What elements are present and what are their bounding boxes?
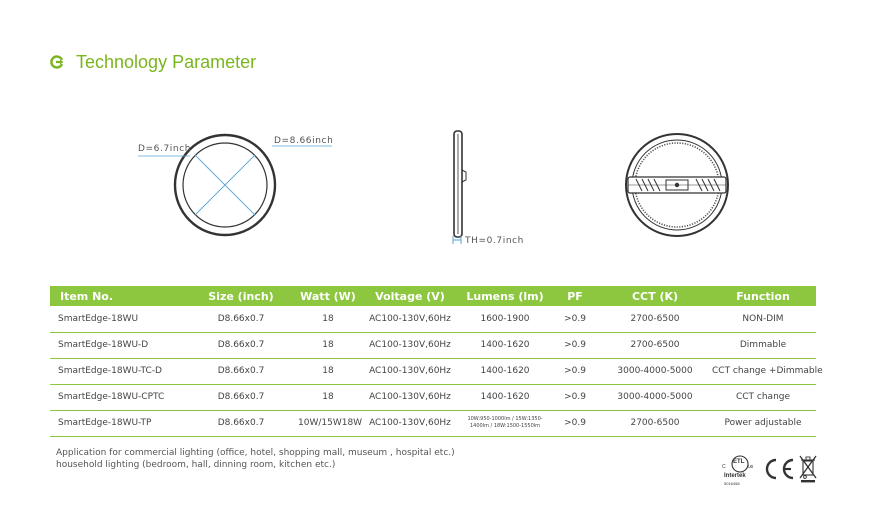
header-lumens: Lumens (lm) xyxy=(460,286,550,306)
cell-cct: 3000-4000-5000 xyxy=(600,358,710,384)
spec-table xyxy=(50,286,823,437)
cell-lumens: 1400-1620 xyxy=(460,384,550,410)
thickness-marker xyxy=(452,235,464,245)
cell-pf: >0.9 xyxy=(550,384,600,410)
cell-function: Power adjustable xyxy=(710,410,816,436)
table-row xyxy=(50,358,816,384)
cell-item-no: SmartEdge-18WU-D xyxy=(50,332,186,358)
cell-watt: 18 xyxy=(296,358,360,384)
back-view-drawing xyxy=(622,130,732,240)
section-title: Technology Parameter xyxy=(76,51,257,72)
cell-voltage: AC100-130V,60Hz xyxy=(360,384,460,410)
cell-function: NON-DIM xyxy=(710,306,816,332)
cell-lumens: 10W:950-1000lm / 15W:1350-1400lm / 18W:1500-1550lm xyxy=(460,410,550,436)
ce-mark-icon xyxy=(762,457,796,481)
application-line-commercial: Application for commercial lighting (office, hotel, shopping mall, museum , hospital etc.) xyxy=(56,448,455,458)
cell-pf: >0.9 xyxy=(550,306,600,332)
cell-item-no: SmartEdge-18WU-TC-D xyxy=(50,358,186,384)
header-voltage: Voltage (V) xyxy=(360,286,460,306)
header-cct: CCT (K) xyxy=(600,286,710,306)
intertek-label: Intertek xyxy=(724,473,746,479)
etl-c-mark: C xyxy=(722,464,726,470)
cell-function: CCT change xyxy=(710,384,816,410)
cell-lumens: 1400-1620 xyxy=(460,358,550,384)
cell-watt: 18 xyxy=(296,384,360,410)
cell-cct: 2700-6500 xyxy=(600,410,710,436)
etl-letters: ETL xyxy=(733,459,745,465)
cell-item-no: SmartEdge-18WU-TP xyxy=(50,410,186,436)
cell-size: D8.66x0.7 xyxy=(186,306,296,332)
side-view-drawing xyxy=(446,130,476,242)
cell-voltage: AC100-130V,60Hz xyxy=(360,332,460,358)
header-pf: PF xyxy=(550,286,600,306)
cell-voltage: AC100-130V,60Hz xyxy=(360,410,460,436)
thickness-label: TH=0.7inch xyxy=(465,236,524,246)
outer-diameter-label: D=8.66inch xyxy=(274,136,334,146)
application-line-household: household lighting (bedroom, hall, dinning room, kitchen etc.) xyxy=(56,460,336,470)
cell-item-no: SmartEdge-18WU xyxy=(50,306,186,332)
cell-item-no: SmartEdge-18WU-CPTC xyxy=(50,384,186,410)
cell-function: CCT change +Dimmable xyxy=(710,358,816,384)
cell-cct: 3000-4000-5000 xyxy=(600,384,710,410)
cell-watt: 10W/15W18W xyxy=(296,410,360,436)
cell-lumens: 1400-1620 xyxy=(460,332,550,358)
cell-pf: >0.9 xyxy=(550,410,600,436)
cell-watt: 18 xyxy=(296,332,360,358)
certification-marks xyxy=(718,453,822,493)
table-header-row xyxy=(50,286,816,306)
header-function: Function xyxy=(710,286,816,306)
header-size: Size (inch) xyxy=(186,286,296,306)
cell-lumens: 1600-1900 xyxy=(460,306,550,332)
cell-pf: >0.9 xyxy=(550,358,600,384)
intertek-number: 5016458 xyxy=(724,481,740,486)
circle-arrow-icon xyxy=(50,55,64,69)
table-row xyxy=(50,332,816,358)
table-row xyxy=(50,306,816,332)
cell-cct: 2700-6500 xyxy=(600,332,710,358)
header-item-no: Item No. xyxy=(50,286,186,306)
cell-voltage: AC100-130V,60Hz xyxy=(360,306,460,332)
cell-function: Dimmable xyxy=(710,332,816,358)
weee-bin-icon xyxy=(798,454,818,484)
cell-size: D8.66x0.7 xyxy=(186,410,296,436)
cell-size: D8.66x0.7 xyxy=(186,332,296,358)
product-drawings xyxy=(0,120,870,260)
inner-diameter-label: D=6.7inch xyxy=(138,144,192,154)
cell-size: D8.66x0.7 xyxy=(186,358,296,384)
cell-watt: 18 xyxy=(296,306,360,332)
header-watt: Watt (W) xyxy=(296,286,360,306)
section-header xyxy=(50,50,256,74)
cell-cct: 2700-6500 xyxy=(600,306,710,332)
application-note xyxy=(56,447,455,471)
cell-size: D8.66x0.7 xyxy=(186,384,296,410)
etl-us-mark: us xyxy=(748,464,754,470)
table-row xyxy=(50,410,816,436)
table-row xyxy=(50,384,816,410)
cell-pf: >0.9 xyxy=(550,332,600,358)
cell-voltage: AC100-130V,60Hz xyxy=(360,358,460,384)
